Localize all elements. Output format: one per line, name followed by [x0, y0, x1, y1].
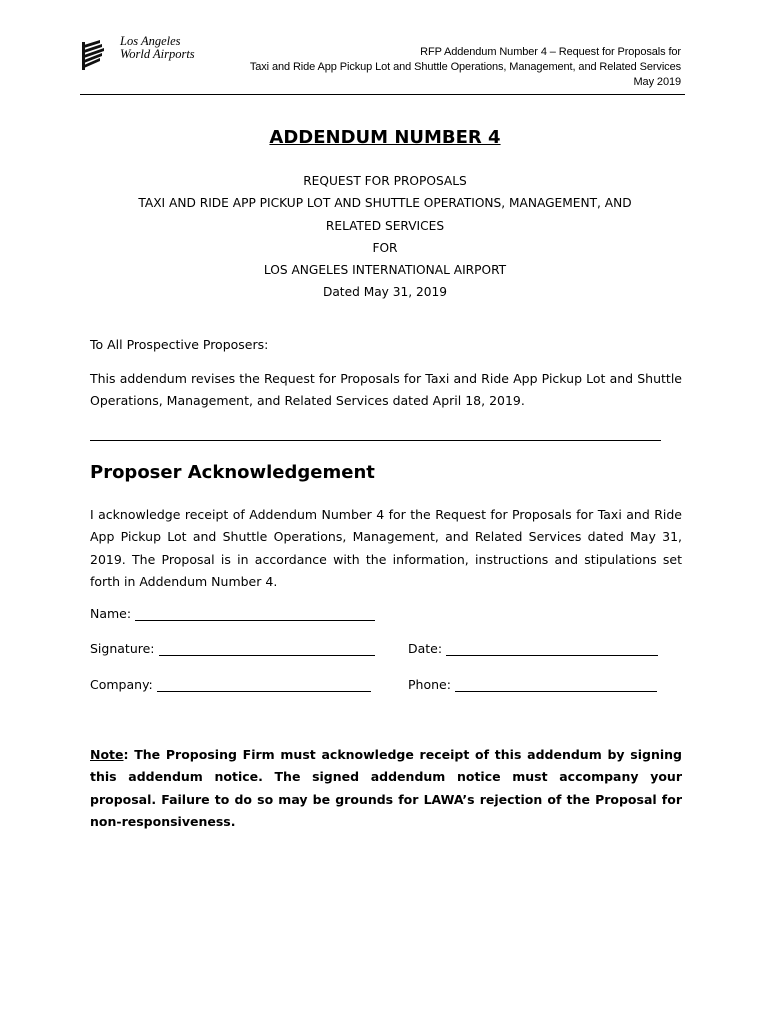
- section-divider: [90, 440, 661, 441]
- header-line-2: Taxi and Ride App Pickup Lot and Shuttle Operations, Management, and Related Services: [249, 61, 681, 73]
- name-field-row: [90, 606, 375, 621]
- document-title: ADDENDUM NUMBER 4: [269, 127, 501, 148]
- header-rule: [80, 94, 685, 95]
- note-paragraph: [90, 744, 682, 834]
- header-line-1: RFP Addendum Number 4 – Request for Proposals for: [420, 46, 681, 58]
- intro-paragraph: This addendum revises the Request for Proposals for Taxi and Ride App Pickup Lot and Shuttle Operations, Management, and Related Services dated April 18, 2019.: [90, 371, 682, 409]
- phone-input-line[interactable]: [455, 677, 657, 692]
- subtitle-line: Dated May 31, 2019: [322, 285, 448, 300]
- subtitle-line: LOS ANGELES INTERNATIONAL AIRPORT: [263, 263, 507, 278]
- rfp-title-block: [90, 170, 680, 304]
- acknowledgement-paragraph: I acknowledge receipt of Addendum Number 4 for the Request for Proposals for Taxi and Ride App Pickup Lot and Shuttle Operations, Management, and Related Services dated May 31, 2019. The Proposal is in accordance with the information, instructions and stipulations set forth in Addendum Number 4.: [90, 507, 682, 590]
- salutation: To All Prospective Proposers:: [90, 337, 269, 352]
- phone-label: Phone:: [408, 677, 451, 692]
- phone-field-row: [408, 677, 657, 692]
- signature-input-line[interactable]: [159, 641, 375, 656]
- signature-label: Signature:: [90, 641, 155, 656]
- subtitle-line: FOR: [372, 240, 398, 255]
- lawa-logo: [80, 36, 210, 76]
- logo-line-2: World Airports: [120, 47, 195, 61]
- name-input-line[interactable]: [135, 606, 375, 621]
- date-field-row: [408, 641, 658, 656]
- running-header: [250, 45, 681, 90]
- subtitle-line: RELATED SERVICES: [325, 218, 445, 233]
- name-label: Name:: [90, 606, 132, 621]
- header-line-3: May 2019: [633, 76, 681, 88]
- company-input-line[interactable]: [157, 677, 371, 692]
- lawa-logo-icon: [80, 36, 116, 72]
- subtitle-line: REQUEST FOR PROPOSALS: [303, 174, 467, 188]
- date-input-line[interactable]: [446, 641, 658, 656]
- date-label: Date:: [408, 641, 443, 656]
- company-label: Company:: [90, 677, 153, 692]
- note-label: Note: [90, 747, 124, 762]
- company-field-row: [90, 677, 371, 692]
- acknowledgement-heading: Proposer Acknowledgement: [90, 462, 375, 483]
- signature-field-row: [90, 641, 375, 656]
- note-text: : The Proposing Firm must acknowledge receipt of this addendum by signing this addendum notice. The signed addendum notice must accompany your proposal. Failure to do so may be grounds for LAWA’s rejection of the Proposal for non-responsiveness.: [90, 747, 682, 830]
- subtitle-line: TAXI AND RIDE APP PICKUP LOT AND SHUTTLE OPERATIONS, MANAGEMENT, AND: [138, 196, 632, 211]
- logo-line-1: Los Angeles: [120, 34, 181, 48]
